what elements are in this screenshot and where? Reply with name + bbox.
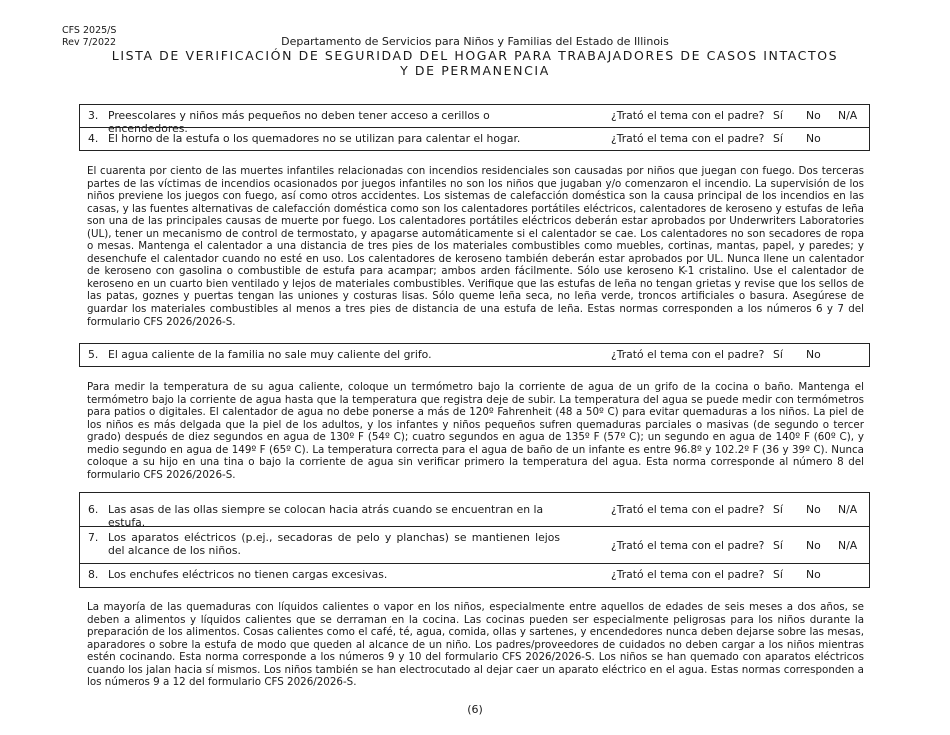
question-row-8 bbox=[80, 564, 869, 587]
question-table-2 bbox=[79, 343, 870, 367]
option-no[interactable]: No bbox=[806, 109, 821, 122]
department-name: Departamento de Servicios para Niños y Familias del Estado de Illinois bbox=[281, 35, 669, 48]
question-text: El horno de la estufa o los quemadores no se utilizan para calentar el hogar. bbox=[108, 132, 521, 145]
burns-paragraph: La mayoría de las quemaduras con líquidos calientes o vapor en los niños, especialmente entre aquellos de edades de seis meses a dos años, se deben a alimentos y líquidos calientes que se derraman en la cocina. Las cocinas pueden ser especialmente peligrosas para los niños durante la preparación de los alimentos. Cosas calientes como el café, té, agua, comida, ollas y sartenes, y encendedores nunca deben dejarse sobre las mesas, aparadores o sobre la estufa de modo que queden al alcance de un niño. Los padres/proveedores de cuidados no deben cargar a los niños mientras estén cocinando. Esta norma corresponde a los números 9 y 10 del formulario CFS 2026/2026-S. Los niños se han quemado con aparatos eléctricos cuando los jalan hacia sí mismos. Los niños también se han electrocutado al dejar caer un aparato eléctrico en el agua. Estas normas corresponden a los números 9 a 12 del formulario CFS 2026/2026-S. bbox=[87, 601, 864, 689]
question-table-1 bbox=[79, 104, 870, 151]
question-row-5 bbox=[80, 344, 869, 366]
form-number: CFS 2025/S bbox=[62, 25, 117, 36]
question-number: 8. bbox=[88, 568, 99, 581]
option-no[interactable]: No bbox=[806, 503, 821, 516]
page-number: (6) bbox=[467, 703, 483, 716]
question-number: 3. bbox=[88, 109, 99, 122]
question-number: 5. bbox=[88, 348, 99, 361]
question-row-6 bbox=[80, 493, 869, 527]
discussed-prompt: ¿Trató el tema con el padre? bbox=[611, 109, 765, 122]
option-na[interactable]: N/A bbox=[838, 503, 858, 516]
question-number: 6. bbox=[88, 503, 99, 516]
discussed-prompt: ¿Trató el tema con el padre? bbox=[611, 132, 765, 145]
option-yes[interactable]: Sí bbox=[773, 348, 783, 361]
question-text: El agua caliente de la familia no sale muy caliente del grifo. bbox=[108, 348, 432, 361]
fire-safety-paragraph: El cuarenta por ciento de las muertes infantiles relacionadas con incendios residenciales son causadas por niños que juegan con fuego. Dos terceras partes de las víctimas de incendios ocasionados por juegos infantiles no son los niños que jugaban y/o comenzaron el incendio. La supervisión de los niños previene los juegos con fuego, así como otros accidentes. Los sistemas de calefacción doméstica son la causa principal de los incendios en las casas, y las fuentes alternativas de calefacción doméstica como son los calentadores portátiles eléctricos, calentadores de keroseno y estufas de leña son una de las principales causas de muerte por fuego. Los calentadores portátiles eléctricos deberán estar aprobados por Underwriters Laboratories (UL), tener un mecanismo de control de termostato, y apagarse automáticamente si el calentador se cae. Los calentadores no son secadores de ropa o mesas. Mantenga el calentador a una distancia de tres pies de los materiales combustibles como muebles, cortinas, mantas, papel, y paredes; y desenchufe el calentador cuando no esté en uso. Los calentadores de keroseno también deberán estar aprobados por UL. Nunca llene un calentador de keroseno con gasolina o combustible de estufa para acampar; ambos arden fácilmente. Sólo use keroseno K-1 cristalino. Use el calentador de keroseno en un cuarto bien ventilado y lejos de materiales combustibles. Verifique que las estufas de leña no tengan grietas y revise que los sellos de las patas, goznes y puertas tengan las uniones y costuras lisas. Sólo queme leña seca, no leña verde, troncos artificiales o basura. Asegúrese de guardar los materiales combustibles al menos a tres pies de distancia de una estufa de leña. Estas normas corresponden a los números 6 y 7 del formulario CFS 2026/2026-S. bbox=[87, 165, 864, 328]
option-yes[interactable]: Sí bbox=[773, 109, 783, 122]
option-yes[interactable]: Sí bbox=[773, 503, 783, 516]
option-yes[interactable]: Sí bbox=[773, 568, 783, 581]
question-text: Las asas de las ollas siempre se colocan hacia atrás cuando se encuentran en la estufa. bbox=[108, 503, 544, 529]
question-text: Preescolares y niños más pequeños no deben tener acceso a cerillos o encendedores. bbox=[108, 109, 490, 135]
title-line-2: Y DE PERMANENCIA bbox=[400, 63, 550, 78]
question-number: 4. bbox=[88, 132, 99, 145]
question-row-3 bbox=[80, 105, 869, 135]
page-title bbox=[0, 48, 950, 78]
discussed-prompt: ¿Trató el tema con el padre? bbox=[611, 348, 765, 361]
form-revision: Rev 7/2022 bbox=[62, 37, 117, 48]
discussed-prompt: ¿Trató el tema con el padre? bbox=[611, 503, 765, 516]
question-text: Los aparatos eléctricos (p.ej., secadoras de pelo y planchas) se mantienen lejos del alcance de los niños. bbox=[108, 531, 560, 557]
question-row-4 bbox=[80, 128, 869, 150]
option-no[interactable]: No bbox=[806, 568, 821, 581]
option-yes[interactable]: Sí bbox=[773, 539, 783, 552]
question-row-7 bbox=[80, 527, 869, 564]
option-no[interactable]: No bbox=[806, 132, 821, 145]
question-number: 7. bbox=[88, 531, 99, 544]
option-no[interactable]: No bbox=[806, 539, 821, 552]
question-table-3 bbox=[79, 492, 870, 588]
option-na[interactable]: N/A bbox=[838, 109, 858, 122]
option-na[interactable]: N/A bbox=[838, 539, 858, 552]
option-yes[interactable]: Sí bbox=[773, 132, 783, 145]
discussed-prompt: ¿Trató el tema con el padre? bbox=[611, 568, 765, 581]
question-text: Los enchufes eléctricos no tienen cargas excesivas. bbox=[108, 568, 388, 581]
title-line-1: LISTA DE VERIFICACIÓN DE SEGURIDAD DEL HOGAR PARA TRABAJADORES DE CASOS INTACTOS bbox=[111, 48, 839, 63]
water-temperature-paragraph: Para medir la temperatura de su agua caliente, coloque un termómetro bajo la corriente de agua de un grifo de la cocina o baño. Mantenga el termómetro bajo la corriente de agua hasta que la temperatura que registra deje de subir. La temperatura del agua se puede medir con termómetros para patios o digitales. El calentador de agua no debe ponerse a más de 120º Fahrenheit (48 a 50º C) para evitar quemaduras a los niños. La piel de los niños es más delgada que la piel de los adultos, y los infantes y niños pequeños sufren quemaduras parciales o masivas (de segundo o tercer grado) después de diez segundos en agua de 130º F (54º C); cuatro segundos en agua de 135º F (57º C); un segundo en agua de 140º F (60º C), y medio segundo en agua de 149º F (65º C). La temperatura correcta para el agua de baño de un infante es entre 96.8º y 102.2º F (36 y 39º C). Nunca coloque a su hijo en una tina o bajo la corriente de agua sin verificar primero la temperatura del agua. Esta norma corresponde al número 8 del formulario CFS 2026/2026-S. bbox=[87, 381, 864, 481]
option-no[interactable]: No bbox=[806, 348, 821, 361]
discussed-prompt: ¿Trató el tema con el padre? bbox=[611, 539, 765, 552]
